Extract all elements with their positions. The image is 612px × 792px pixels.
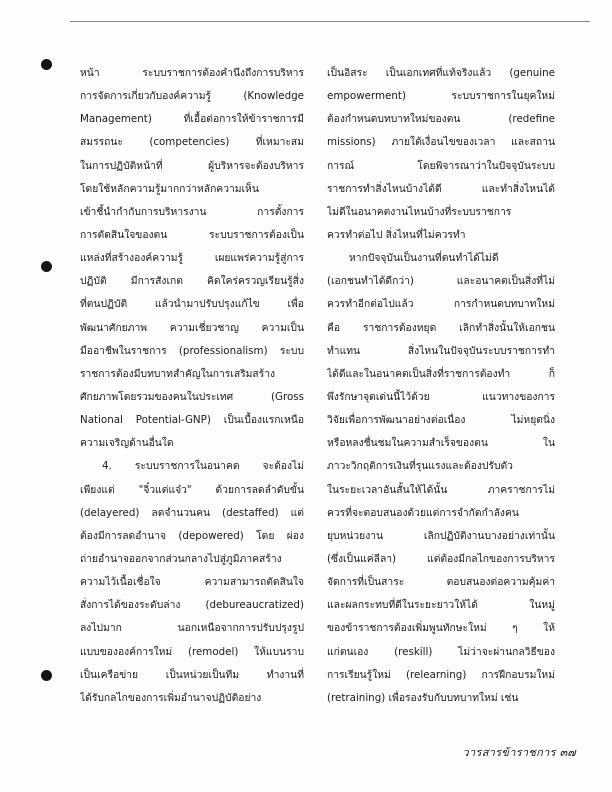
text-line: ได้ดีและในอนาคตเป็นสิ่งที่ราชการต้องทำ ก็: [327, 367, 555, 380]
text-line: ควรทำอีกต่อไปแล้ว การกำหนดบทบาทใหม่: [327, 298, 555, 311]
text-line: (delayered) ลดจำนวนคน (destaffed) แต่: [80, 506, 304, 519]
text-line: เป็นอิสระ เป็นเอกเทศที่แท้จริงแล้ว (genuine: [327, 67, 555, 79]
punch-hole-top: [41, 59, 52, 70]
text-line: ราชการทำสิ่งไหนบ้างได้ดี และทำสิ่งไหนได้: [327, 182, 555, 195]
right-text-column: [327, 62, 555, 710]
text-line: ลงไปมาก นอกเหนือจากการปรับปรุงรูป: [80, 622, 304, 635]
text-line: ศักยภาพโดยรวมของคนในประเทศ (Gross: [80, 390, 304, 403]
punch-hole-middle: [41, 261, 52, 272]
text-line: จัดการที่เป็นสาระ ตอบสนองต่อความคุ้มค่า: [327, 576, 555, 589]
text-line: พึงรักษาจุดเด่นนี้ไว้ด้วย แนวทางของการ: [327, 390, 555, 403]
text-line: การจัดการเกี่ยวกับองค์ความรู้ (Knowledge: [80, 90, 304, 103]
page-footer: วารสารข้าราชการ ๓๗: [462, 746, 576, 759]
text-line: (เอกชนทำได้ดีกว่า) และอนาคตเป็นสิ่งที่ไม่: [327, 275, 555, 288]
punch-hole-bottom: [41, 670, 52, 681]
left-text-column: [80, 62, 304, 710]
text-line: (ซึ่งเป็นแค่ลีลา) แต่ต้องมีกลไกของการบริหาร: [327, 552, 555, 565]
text-line: สั่งการได้ของระดับล่าง (debureaucratized): [80, 599, 304, 612]
text-line: ในระยะเวลาอันสั้นให้ได้นั้น ภาคราชการไม่: [327, 483, 555, 496]
text-line: ยุบหน่วยงาน เลิกปฏิบัติงานบางอย่างเท่านั้น: [327, 529, 555, 542]
text-line: เพียงแต่ "จิ๋วแต่แจ๋ว" ด้วยการลดลำดับขั้น: [80, 483, 304, 496]
text-line: ได้รับกลไกของการเพิ่มอำนาจปฏิบัติอย่าง: [80, 691, 262, 704]
text-line: ความไว้เนื้อเชื่อใจ ความสามารถตัดสินใจ: [80, 576, 304, 589]
top-rule: [70, 21, 590, 22]
text-line: หน้า ระบบราชการต้องคำนึงถึงการบริหาร: [80, 67, 304, 79]
text-line: empowerment) ระบบราชการในยุคใหม่: [327, 90, 555, 103]
text-line: ของข้าราชการต้องเพิ่มพูนทักษะใหม่ ๆ ให้: [327, 622, 555, 635]
text-line: ถ่ายอำนาจออกจากส่วนกลางไปสู่ภูมิภาคสร้าง: [80, 552, 282, 565]
text-line: ไม่ดีในอนาคตงานไหนบ้างที่ระบบราชการ: [327, 205, 512, 218]
text-line: คือ ราชการต้องหยุด เลิกทำสิ่งนั้นให้เอกชน: [327, 321, 555, 334]
text-line: 4. ระบบราชการในอนาคต จะต้องไม่: [102, 460, 304, 473]
text-line: ปฏิบัติ มีการสังเกต คิดใคร่ครวญเรียนรู้สิ่ง: [80, 275, 304, 288]
text-line: ต้องกำหนดบทบาทใหม่ของตน (redefine: [327, 113, 555, 126]
text-line: เป็นเครือข่าย เป็นหน่วยเป็นทีม ทำงานที่: [80, 668, 304, 681]
text-line: การเรียนรู้ใหม่ (relearning) การฝึกอบรมใหม่: [327, 668, 555, 681]
text-line: โดยใช้หลักความรู้มากกว่าหลักความเห็น: [80, 182, 259, 195]
text-line: พัฒนาศักยภาพ ความเชี่ยวชาญ ความเป็น: [80, 321, 304, 334]
text-line: ทำแทน สิ่งไหนในปัจจุบันระบบราชการทำ: [327, 344, 555, 357]
text-line: เข้าชี้นำกำกับการบริหารงาน การตั้งการ: [80, 205, 304, 218]
text-line: National Potential-GNP) เป็นเบื้องแรกเหนือ: [80, 414, 304, 427]
text-line: ความเจริญด้านอื่นใด: [80, 437, 174, 450]
text-line: หรือหลงชื่นชมในความสำเร็จของตน ใน: [327, 437, 555, 450]
text-line: ที่ตนปฏิบัติ แล้วนำมาปรับปรุงแก้ไข เพื่อ: [80, 298, 304, 311]
text-line: ในการปฏิบัติหน้าที่ ผู้บริหารจะต้องบริหาร: [80, 159, 304, 172]
text-line: Management) ที่เอื้อต่อการให้ข้าราชการมี: [80, 113, 304, 126]
text-line: การตัดสินใจของตน ระบบราชการต้องเป็น: [80, 228, 304, 241]
text-line: มืออาชีพในราชการ (professionalism) ระบบ: [80, 344, 304, 357]
text-line: แหล่งที่สร้างองค์ความรู้ เผยแพร่ความรู้สู่การ: [80, 252, 304, 265]
text-line: ควรที่จะตอบสนองด้วยแต่การจำกัดกำลังคน: [327, 506, 519, 519]
text-line: สมรรถนะ (competencies) ที่เหมาะสม: [80, 136, 304, 149]
text-line: ราชการต้องมีบทบาทสำคัญในการเสริมสร้าง: [80, 367, 276, 380]
text-line: หากปัจจุบันเป็นงานที่ตนทำได้ไม่ดี: [349, 252, 499, 265]
text-line: และผลกระทบที่ดีในระยะยาวให้ได้ ในหมู่: [327, 599, 555, 612]
text-line: การณ์ โดยพิจารณาว่าในปัจจุบันระบบ: [327, 159, 555, 172]
text-line: แก่ตนเอง (reskill) ไม่ว่าจะผ่านกลวิธีของ: [327, 645, 555, 658]
text-line: ภาวะวิกฤติการเงินที่รุนแรงและต้องปรับตัว: [327, 460, 513, 473]
text-line: (retraining) เพื่อรองรับกับบทบาทใหม่ เช่น: [327, 691, 519, 704]
text-line: ควรทำต่อไป สิ่งไหนที่ไม่ควรทำ: [327, 228, 466, 241]
text-line: แบบขององค์การใหม่ (remodel) ให้แบนราบ: [80, 645, 304, 658]
text-line: วิจัยเพื่อการพัฒนาอย่างต่อเนื่อง ไม่หยุดนิ่ง: [327, 414, 555, 427]
text-line: missions) ภายใต้เงื่อนไขของเวลา และสถาน: [327, 136, 555, 149]
text-line: ต้องมีการลดอำนาจ (depowered) โดย ผ่อง: [80, 529, 304, 542]
